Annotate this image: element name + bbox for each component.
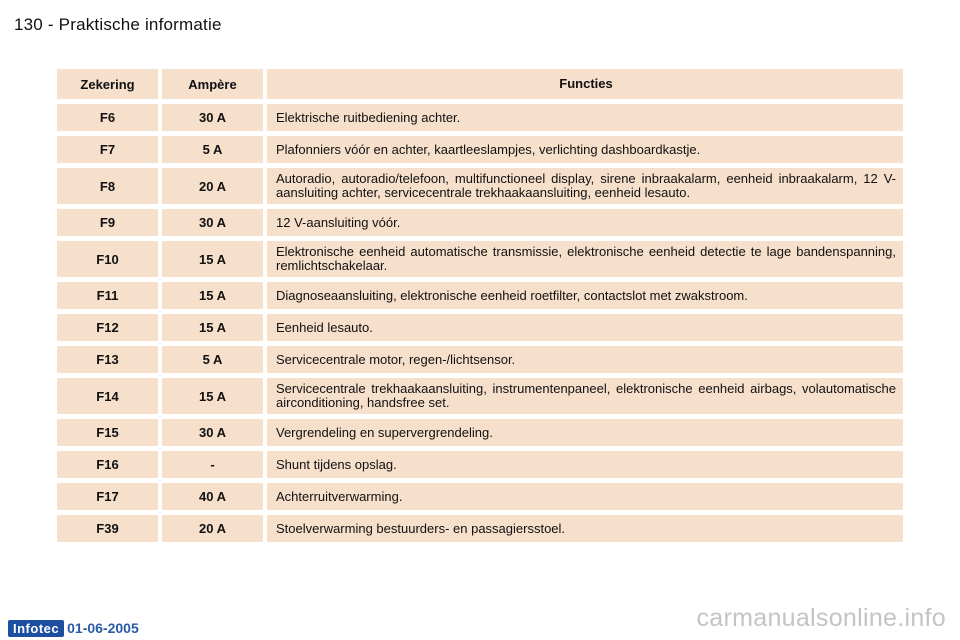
table-row [57, 282, 903, 309]
function-cell [267, 515, 903, 542]
function-cell [267, 282, 903, 309]
watermark: carmanualsonline.info [696, 604, 946, 632]
amp-cell: 15 A [162, 378, 263, 414]
function-cell [267, 209, 903, 236]
fuse-cell: F11 [57, 282, 158, 309]
function-cell [267, 378, 903, 414]
function-cell-text: Elektronische eenheid automatische transmissie, elektronische eenheid detectie te lage bandenspanning, remlichtschakelaar. [276, 244, 896, 273]
table-row [57, 104, 903, 131]
fuse-cell: F10 [57, 241, 158, 277]
fuse-cell: F6 [57, 104, 158, 131]
table-row [57, 314, 903, 341]
table-row [57, 241, 903, 277]
header-fuse: Zekering [57, 69, 158, 99]
table-row [57, 378, 903, 414]
fuse-cell: F16 [57, 451, 158, 478]
table-row [57, 451, 903, 478]
table-row [57, 419, 903, 446]
function-cell [267, 241, 903, 277]
fuse-cell: F15 [57, 419, 158, 446]
function-cell-text: Diagnoseaansluiting, elektronische eenheid roetfilter, contactslot met zwakstroom. [276, 287, 748, 303]
header-amp: Ampère [162, 69, 263, 99]
function-cell-text: Plafonniers vóór en achter, kaartleeslampjes, verlichting dashboardkastje. [276, 141, 701, 157]
table-row [57, 346, 903, 373]
function-cell [267, 168, 903, 204]
amp-cell: 30 A [162, 209, 263, 236]
table-row [57, 515, 903, 542]
function-cell [267, 451, 903, 478]
amp-cell: 5 A [162, 136, 263, 163]
header-functions: Functies [267, 69, 903, 99]
fuse-cell: F17 [57, 483, 158, 510]
fuse-cell: F9 [57, 209, 158, 236]
amp-cell: 20 A [162, 515, 263, 542]
function-cell-text: Elektrische ruitbediening achter. [276, 109, 461, 125]
amp-cell: 15 A [162, 241, 263, 277]
fuse-table [57, 69, 903, 547]
fuse-cell: F14 [57, 378, 158, 414]
table-row [57, 209, 903, 236]
fuse-cell: F39 [57, 515, 158, 542]
table-row [57, 483, 903, 510]
table-row [57, 168, 903, 204]
amp-cell: 30 A [162, 104, 263, 131]
function-cell-text: Shunt tijdens opslag. [276, 456, 397, 472]
amp-cell: 15 A [162, 282, 263, 309]
amp-cell: 5 A [162, 346, 263, 373]
footer [8, 618, 139, 638]
function-cell [267, 346, 903, 373]
amp-cell: 30 A [162, 419, 263, 446]
function-cell [267, 483, 903, 510]
amp-cell: 20 A [162, 168, 263, 204]
fuse-cell: F7 [57, 136, 158, 163]
fuse-cell: F8 [57, 168, 158, 204]
function-cell-text: Vergrendeling en supervergrendeling. [276, 424, 493, 440]
function-cell-text: Achterruitverwarming. [276, 488, 403, 504]
amp-cell: 15 A [162, 314, 263, 341]
function-cell-text: Autoradio, autoradio/telefoon, multifunctioneel display, sirene inbraakalarm, eenheid inbraakalarm, 12 V-aansluiting achter, servicecentrale trekhaakaansluiting, eenheid lesauto. [276, 171, 896, 200]
function-cell-text: Servicecentrale trekhaakaansluiting, instrumentenpaneel, elektronische eenheid airbags, volautomatische airconditioning, handsfree set. [276, 381, 896, 410]
table-row [57, 136, 903, 163]
function-cell [267, 419, 903, 446]
function-cell-text: Servicecentrale motor, regen-/lichtsensor. [276, 351, 516, 367]
footer-date: 01-06-2005 [67, 620, 139, 636]
function-cell [267, 314, 903, 341]
amp-cell: - [162, 451, 263, 478]
function-cell [267, 104, 903, 131]
page-title: 130 - Praktische informatie [14, 15, 222, 34]
infotec-logo: Infotec [8, 620, 64, 637]
fuse-cell: F13 [57, 346, 158, 373]
function-cell [267, 136, 903, 163]
function-cell-text: 12 V-aansluiting vóór. [276, 214, 401, 230]
function-cell-text: Eenheid lesauto. [276, 319, 373, 335]
fuse-cell: F12 [57, 314, 158, 341]
function-cell-text: Stoelverwarming bestuurders- en passagiersstoel. [276, 520, 566, 536]
amp-cell: 40 A [162, 483, 263, 510]
table-header-row [57, 69, 903, 99]
